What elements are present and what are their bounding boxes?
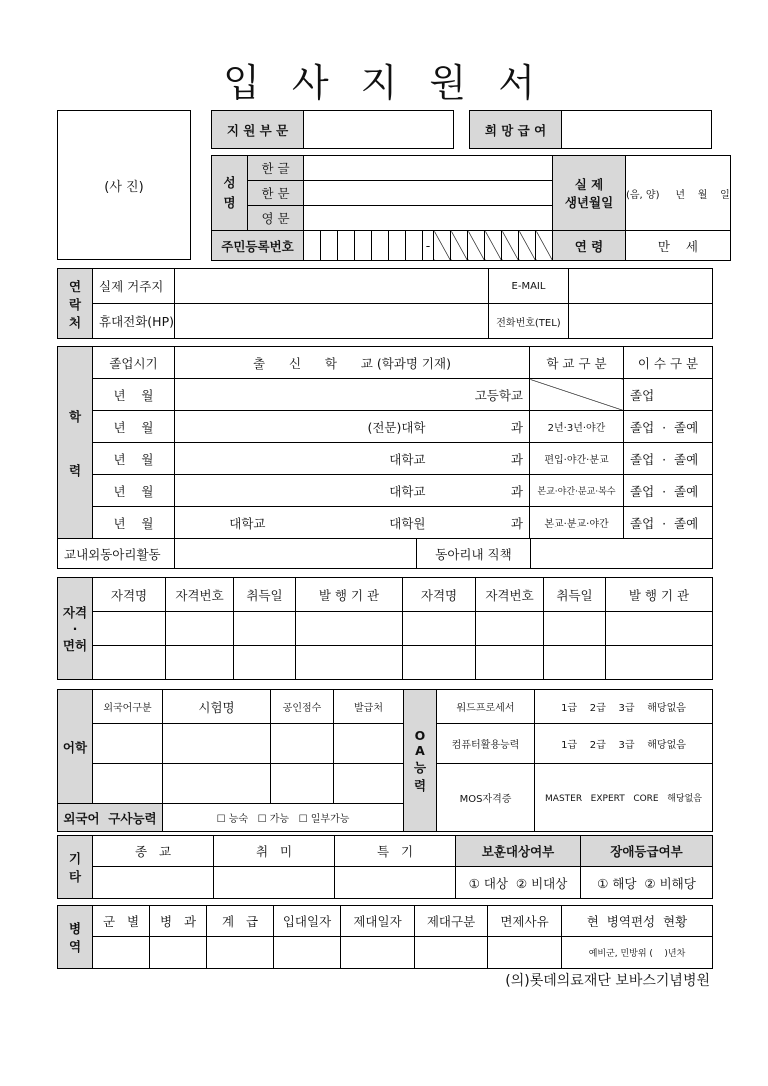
military-cell[interactable]	[207, 937, 274, 969]
edu-dept[interactable]: 과	[432, 443, 530, 475]
oa-label-word: 워드프로세서	[437, 690, 535, 724]
edu-header-status: 이 수 구 분	[624, 347, 713, 379]
edu-dept[interactable]: 과	[432, 507, 530, 539]
dept-field[interactable]	[304, 111, 454, 149]
edu-type[interactable]: 2년·3년·야간	[530, 411, 624, 443]
edu-school[interactable]: 대학교	[272, 443, 432, 475]
oa-value-mos[interactable]: MASTER EXPERT CORE 해당없음	[535, 764, 713, 832]
veteran-field[interactable]: ① 대상 ② 비대상	[456, 867, 581, 899]
rrn-label: 주민등록번호	[212, 231, 304, 261]
address-field[interactable]	[175, 269, 489, 304]
club-label: 교내외동아리활동	[58, 539, 175, 569]
license-header: 자격명	[93, 578, 166, 612]
name-korean-field[interactable]	[304, 156, 553, 181]
license-cell[interactable]	[403, 646, 476, 680]
lang-cell[interactable]	[334, 724, 404, 764]
edu-school-univ[interactable]: 대학교	[175, 507, 272, 539]
edu-header-date: 졸업시기	[93, 347, 175, 379]
lang-header: 시험명	[163, 690, 271, 724]
license-section-label: 자격 · 면허	[58, 578, 93, 680]
license-cell[interactable]	[296, 612, 403, 646]
birth-field[interactable]: (음, 양) 년 월 일	[626, 156, 731, 231]
name-korean-label: 한 글	[248, 156, 304, 181]
dept-salary-table	[211, 110, 712, 149]
rrn-masked-digit	[502, 231, 519, 261]
military-cell[interactable]	[93, 937, 150, 969]
edu-school[interactable]: (전문)대학	[272, 411, 432, 443]
dept-label: 지 원 부 문	[212, 111, 304, 149]
edu-dept[interactable]: 과	[432, 411, 530, 443]
age-label: 연 령	[553, 231, 626, 261]
military-cell[interactable]	[415, 937, 488, 969]
speaking-capable-checkbox[interactable]: ☐ 가능	[257, 814, 290, 825]
military-header: 입대일자	[274, 906, 341, 937]
contact-section-label: 연 락 처	[58, 269, 93, 339]
etc-section-label: 기 타	[58, 836, 93, 899]
name-section-label: 성 명	[212, 156, 248, 231]
mobile-field[interactable]	[175, 304, 489, 339]
license-header: 취득일	[544, 578, 606, 612]
phone-label: 전화번호(TEL)	[489, 304, 569, 339]
email-field[interactable]	[569, 269, 713, 304]
education-section-label: 학 력	[58, 347, 93, 539]
edu-type[interactable]: 본교·야간·분교·복수	[530, 475, 624, 507]
birth-label: 실 제 생년월일	[553, 156, 626, 231]
photo-box[interactable]	[57, 110, 191, 260]
rrn-digit[interactable]	[406, 231, 423, 261]
name-english-label: 영 문	[248, 206, 304, 231]
language-section-label: 어학	[58, 690, 93, 804]
hobby-label: 취 미	[214, 836, 335, 867]
lang-cell[interactable]	[93, 724, 163, 764]
military-cell[interactable]	[488, 937, 562, 969]
edu-header-type: 학 교 구 분	[530, 347, 624, 379]
rrn-dash: -	[423, 231, 434, 261]
license-table	[57, 577, 713, 680]
skill-field[interactable]	[335, 867, 456, 899]
speaking-partial-checkbox[interactable]: ☐ 일부가능	[298, 814, 350, 825]
lang-cell[interactable]	[334, 764, 404, 804]
speaking-fluent-checkbox[interactable]: ☐ 능숙	[216, 814, 249, 825]
club-role-label: 동아리내 직책	[417, 539, 531, 569]
language-oa-table	[57, 689, 713, 832]
rrn-digit[interactable]	[355, 231, 372, 261]
military-table	[57, 905, 713, 969]
mobile-label: 휴대전화(HP)	[93, 304, 175, 339]
etc-table	[57, 835, 713, 899]
lang-header: 발급처	[334, 690, 404, 724]
photo-label: (사 진)	[104, 179, 144, 195]
lang-cell[interactable]	[271, 724, 334, 764]
license-cell[interactable]	[606, 646, 713, 680]
license-cell[interactable]	[476, 612, 544, 646]
edu-date[interactable]: 년 월	[93, 507, 175, 539]
salary-field[interactable]	[562, 111, 712, 149]
disability-label: 장애등급여부	[581, 836, 713, 867]
license-cell[interactable]	[93, 612, 166, 646]
skill-label: 특 기	[335, 836, 456, 867]
contact-table	[57, 268, 713, 339]
rrn-digit[interactable]	[372, 231, 389, 261]
license-header: 자격번호	[476, 578, 544, 612]
personal-info-table	[211, 155, 731, 261]
footer-organization: (의)롯데의료재단 보바스기념병원	[505, 973, 710, 989]
rrn-masked-digit	[451, 231, 468, 261]
license-cell[interactable]	[544, 612, 606, 646]
military-header: 면제사유	[488, 906, 562, 937]
club-field[interactable]	[175, 539, 417, 569]
license-cell[interactable]	[93, 646, 166, 680]
name-hanja-field[interactable]	[304, 181, 553, 206]
edu-status[interactable]: 졸업 · 졸예	[624, 443, 713, 475]
edu-type[interactable]: 본교·분교·야간	[530, 507, 624, 539]
edu-date[interactable]: 년 월	[93, 379, 175, 411]
rrn-masked-digit	[485, 231, 502, 261]
hobby-field[interactable]	[214, 867, 335, 899]
age-field[interactable]: 만 세	[626, 231, 731, 261]
salary-label: 희 망 급 여	[470, 111, 562, 149]
license-cell[interactable]	[606, 612, 713, 646]
rrn-masked-digit	[519, 231, 536, 261]
speaking-label: 외국어 구사능력	[58, 804, 163, 832]
email-label: E-MAIL	[489, 269, 569, 304]
lang-cell[interactable]	[93, 764, 163, 804]
edu-type-empty	[530, 379, 624, 411]
lang-header: 외국어구분	[93, 690, 163, 724]
rrn-masked-digit	[536, 231, 553, 261]
edu-school-grad[interactable]: 대학원	[272, 507, 432, 539]
oa-value-computer[interactable]: 1급 2급 3급 해당없음	[535, 724, 713, 764]
edu-dept[interactable]: 과	[432, 475, 530, 507]
military-header: 군 별	[93, 906, 150, 937]
military-header: 현 병역편성 현황	[562, 906, 713, 937]
address-label: 실제 거주지	[93, 269, 175, 304]
edu-school[interactable]: 고등학교	[175, 379, 530, 411]
license-header: 발 행 기 관	[296, 578, 403, 612]
military-cell[interactable]	[150, 937, 207, 969]
oa-label-mos: MOS자격증	[437, 764, 535, 832]
lang-cell[interactable]	[163, 764, 271, 804]
license-cell[interactable]	[166, 646, 234, 680]
edu-school[interactable]: 대학교	[272, 475, 432, 507]
reserve-field[interactable]: 예비군, 민방위 ( )년차	[562, 937, 713, 969]
rrn-digit[interactable]	[321, 231, 338, 261]
religion-field[interactable]	[93, 867, 214, 899]
edu-date[interactable]: 년 월	[93, 475, 175, 507]
phone-field[interactable]	[569, 304, 713, 339]
religion-label: 종 교	[93, 836, 214, 867]
edu-status[interactable]: 졸업 · 졸예	[624, 507, 713, 539]
license-cell[interactable]	[476, 646, 544, 680]
lang-cell[interactable]	[163, 724, 271, 764]
oa-value-word[interactable]: 1급 2급 3급 해당없음	[535, 690, 713, 724]
document-title: 입 사 지 원 서	[223, 61, 545, 105]
license-header: 발 행 기 관	[606, 578, 713, 612]
license-header: 자격번호	[166, 578, 234, 612]
edu-status[interactable]: 졸업 · 졸예	[624, 411, 713, 443]
education-table	[57, 346, 713, 539]
edu-date[interactable]: 년 월	[93, 443, 175, 475]
military-section-label: 병 역	[58, 906, 93, 969]
name-hanja-label: 한 문	[248, 181, 304, 206]
rrn-masked-digit	[434, 231, 451, 261]
edu-status[interactable]: 졸업 · 졸예	[624, 475, 713, 507]
military-header: 제대일자	[341, 906, 415, 937]
military-header: 계 급	[207, 906, 274, 937]
military-cell[interactable]	[341, 937, 415, 969]
lang-cell[interactable]	[271, 764, 334, 804]
rrn-masked-digit	[468, 231, 485, 261]
license-cell[interactable]	[403, 612, 476, 646]
name-english-field[interactable]	[304, 206, 553, 231]
edu-header-school: 출 신 학 교 (학과명 기재)	[175, 347, 530, 379]
club-role-field[interactable]	[531, 539, 713, 569]
edu-date[interactable]: 년 월	[93, 411, 175, 443]
license-cell[interactable]	[544, 646, 606, 680]
oa-label-computer: 컴퓨터활용능력	[437, 724, 535, 764]
speaking-options[interactable]	[163, 804, 404, 832]
edu-type[interactable]: 편입·야간·분교	[530, 443, 624, 475]
license-header: 취득일	[234, 578, 296, 612]
edu-status[interactable]: 졸업	[624, 379, 713, 411]
license-cell[interactable]	[234, 646, 296, 680]
rrn-digit[interactable]	[304, 231, 321, 261]
license-header: 자격명	[403, 578, 476, 612]
military-header: 병 과	[150, 906, 207, 937]
rrn-digit[interactable]	[338, 231, 355, 261]
military-header: 제대구분	[415, 906, 488, 937]
veteran-label: 보훈대상여부	[456, 836, 581, 867]
license-cell[interactable]	[166, 612, 234, 646]
oa-section-label: O A 능 력	[404, 690, 437, 832]
license-cell[interactable]	[234, 612, 296, 646]
club-table	[57, 538, 713, 569]
disability-field[interactable]: ① 해당 ② 비해당	[581, 867, 713, 899]
rrn-digit[interactable]	[389, 231, 406, 261]
lang-header: 공인점수	[271, 690, 334, 724]
military-cell[interactable]	[274, 937, 341, 969]
license-cell[interactable]	[296, 646, 403, 680]
